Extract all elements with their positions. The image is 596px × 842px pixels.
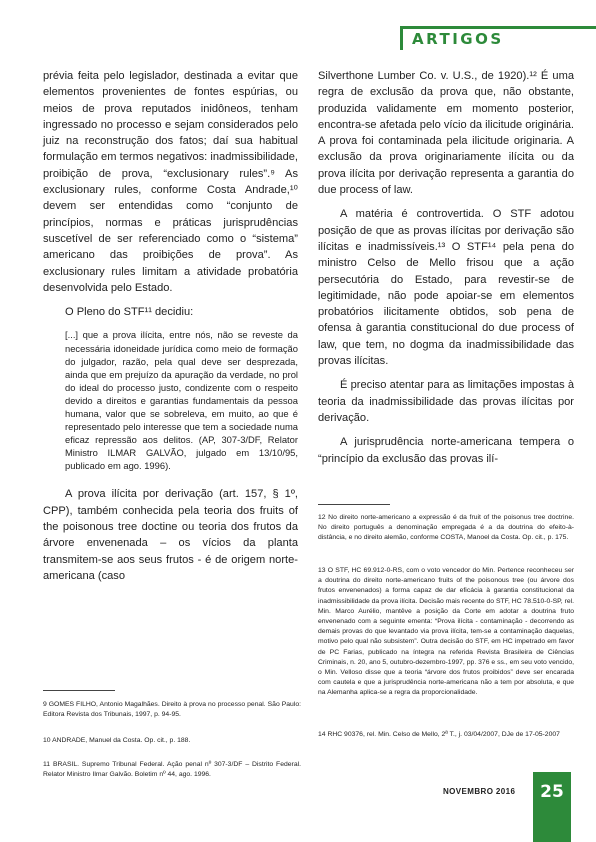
footnote-11: 11 BRASIL. Supremo Tribunal Federal. Ação penal nº 307-3/DF – Distrito Federal. Relator Ministro Ilmar Galvão. Boletim nº 44, ago. 1996.: [43, 761, 301, 779]
section-label-text: ARTIGOS: [412, 30, 504, 48]
footnote-14: 14 RHC 90376, rel. Min. Celso de Mello, 2ª T., j. 03/04/2007, DJe de 17-05-2007: [318, 731, 560, 738]
footnote-10: 10 ANDRADE, Manuel da Costa. Op. cit., p. 188.: [43, 737, 191, 744]
page-number: 25: [540, 782, 564, 802]
block-quote: [...] que a prova ilícita, entre nós, não se reveste da necessária idoneidade jurídica como meio de formação do julgador, razão, pela qual deve ser desprezada, ainda que em prejuízo da apuração da verdade, no prol do ideal do processo justo, condizente com o respeito devido a direitos e garantias fundamentais da pessoa humana, valor que se sobreleva, em muito, ao que é representado pelo interesse que tem a sociedade numa eficaz repressão aos delitos. (AP, 307-3/DF, Relator Ministro ILMAR GALVÃO, julgado em 13/10/95, publicado em ago. 1996).: [65, 329, 298, 472]
right-paragraph-3: É preciso atentar para as limitações impostas à teoria da inadmissibilidade das provas ilícitas por derivação.: [318, 379, 574, 424]
left-paragraph-2: O Pleno do STF¹¹ decidiu:: [65, 306, 194, 319]
right-paragraph-4: A jurisprudência norte-americana tempera o “princípio da exclusão das provas ilí-: [318, 436, 574, 465]
footnote-divider-right: [318, 504, 390, 505]
right-column: [318, 68, 574, 475]
left-paragraph-3: A prova ilícita por derivação (art. 157, § 1º, CPP), também conhecida pela teoria dos fruits of the poisonous tree doctine ou teoria dos frutos da árvore envenenada – os vícios da planta transmitem-se aos seus frutos - é de origem norte-americana (caso: [43, 488, 298, 582]
left-paragraph-1: prévia feita pelo legislador, destinada a evitar que elementos provenientes de fontes espúrias, ou meios de prova reputados inidôneos, tenham ingressado no processo e sejam considerados pelo juiz na reconstrução dos fatos; daí sua habitual formulação em termos negativos: inadmissibilidade, proibição de prova, “exclusionary rules”.⁹ As exclusionary rules, conforme Costa Andrade,¹⁰ devem ser entendidas como “conjunto de princípios, normas e práticas jurisprudências suscetível de ser referenciado como o “sistema” americano das proibições de prova”. As exclusionary rules limitam a atividade probatória desenvolvida pelo Estado.: [43, 70, 298, 294]
footnote-9: 9 GOMES FILHO, Antonio Magalhães. Direito à prova no processo penal. São Paulo: Editora Revista dos Tribunais, 1997, p. 94-95.: [43, 701, 301, 719]
section-label: [400, 26, 596, 50]
left-column: [43, 68, 298, 592]
footer-month: NOVEMBRO 2016: [443, 787, 516, 796]
footnote-13: 13 O STF, HC 69.912-0-RS, com o voto vencedor do Min. Pertence reconheceu ser a doutrina do direito norte-americano fruits of the poisonous tree (ou árvore dos frutos envenenados) a forma capaz de dar eficácia à garantia constitucional da inadmissibilidade da prova ilícita. Decisão mais recente do STF, HC 78.510-0-SP, rel. Min. Marco Aurélio, mantêve a posição da Corte em adotar a doutrina fruto envenenado com a seguinte ementa: “Prova ilícita - contaminação - decorrendo as demais provas do que levantado via prova ilícita, tem-se a contaminação daquelas, motivo pelo qual não subsistem”. Outra decisão do STF, em HC impetrado em favor de PC Farias, publicado na íntegra na referida Revista Brasileira de Ciências Criminais, n. 20, ano 5, outubro-dezembro-1997, pp. 376 e ss., em seu voto vencido, o Min. Velloso disse que a teoria “árvore dos frutos proibidos” deve ser encarada com cautela e que a jurisprudência norte-americana não a tem por absoluta, e que na Alemanha aplica-se a regra da proporcionalidade.: [318, 567, 575, 697]
footnote-divider-left: [43, 690, 115, 691]
right-paragraph-1: Silverthone Lumber Co. v. U.S., de 1920).¹² É uma regra de exclusão da prova que, não obstante, produzida validamente em momento posterior, encontra-se afetada pelo vício da ilicitude originária. A prova foi contaminada pela ilicitude originaria. A exclusão da prova originariamente ilícita ou da prova ilícita por derivação representa a garantia do due process of law.: [318, 70, 574, 197]
footnote-12: 12 No direito norte-americano a expressão é da fruit of the poisonus tree doctrine. No direito português a denominação empregada é a da doutrina do efeito-à-distância, e no direito alemão, conforme COSTA, Manoel da Costa. Op. cit., p. 175.: [318, 514, 574, 542]
right-paragraph-2: A matéria é controvertida. O STF adotou posição de que as provas ilícitas por derivação são ilícitas e inadmissíveis.¹³ O STF¹⁴ pela pena do ministro Celso de Mello frisou que a ação persecutória do Estado, para revestir-se de legitimidade, não pode apoiar-se em elementos probatórios ilicitamente obtidos, sob pena de ofensa à garantia constitucional do due process of law, que tem, no dogma da inadmissibilidade das provas ilícitas.: [318, 208, 574, 368]
page-number-box: [533, 772, 571, 842]
